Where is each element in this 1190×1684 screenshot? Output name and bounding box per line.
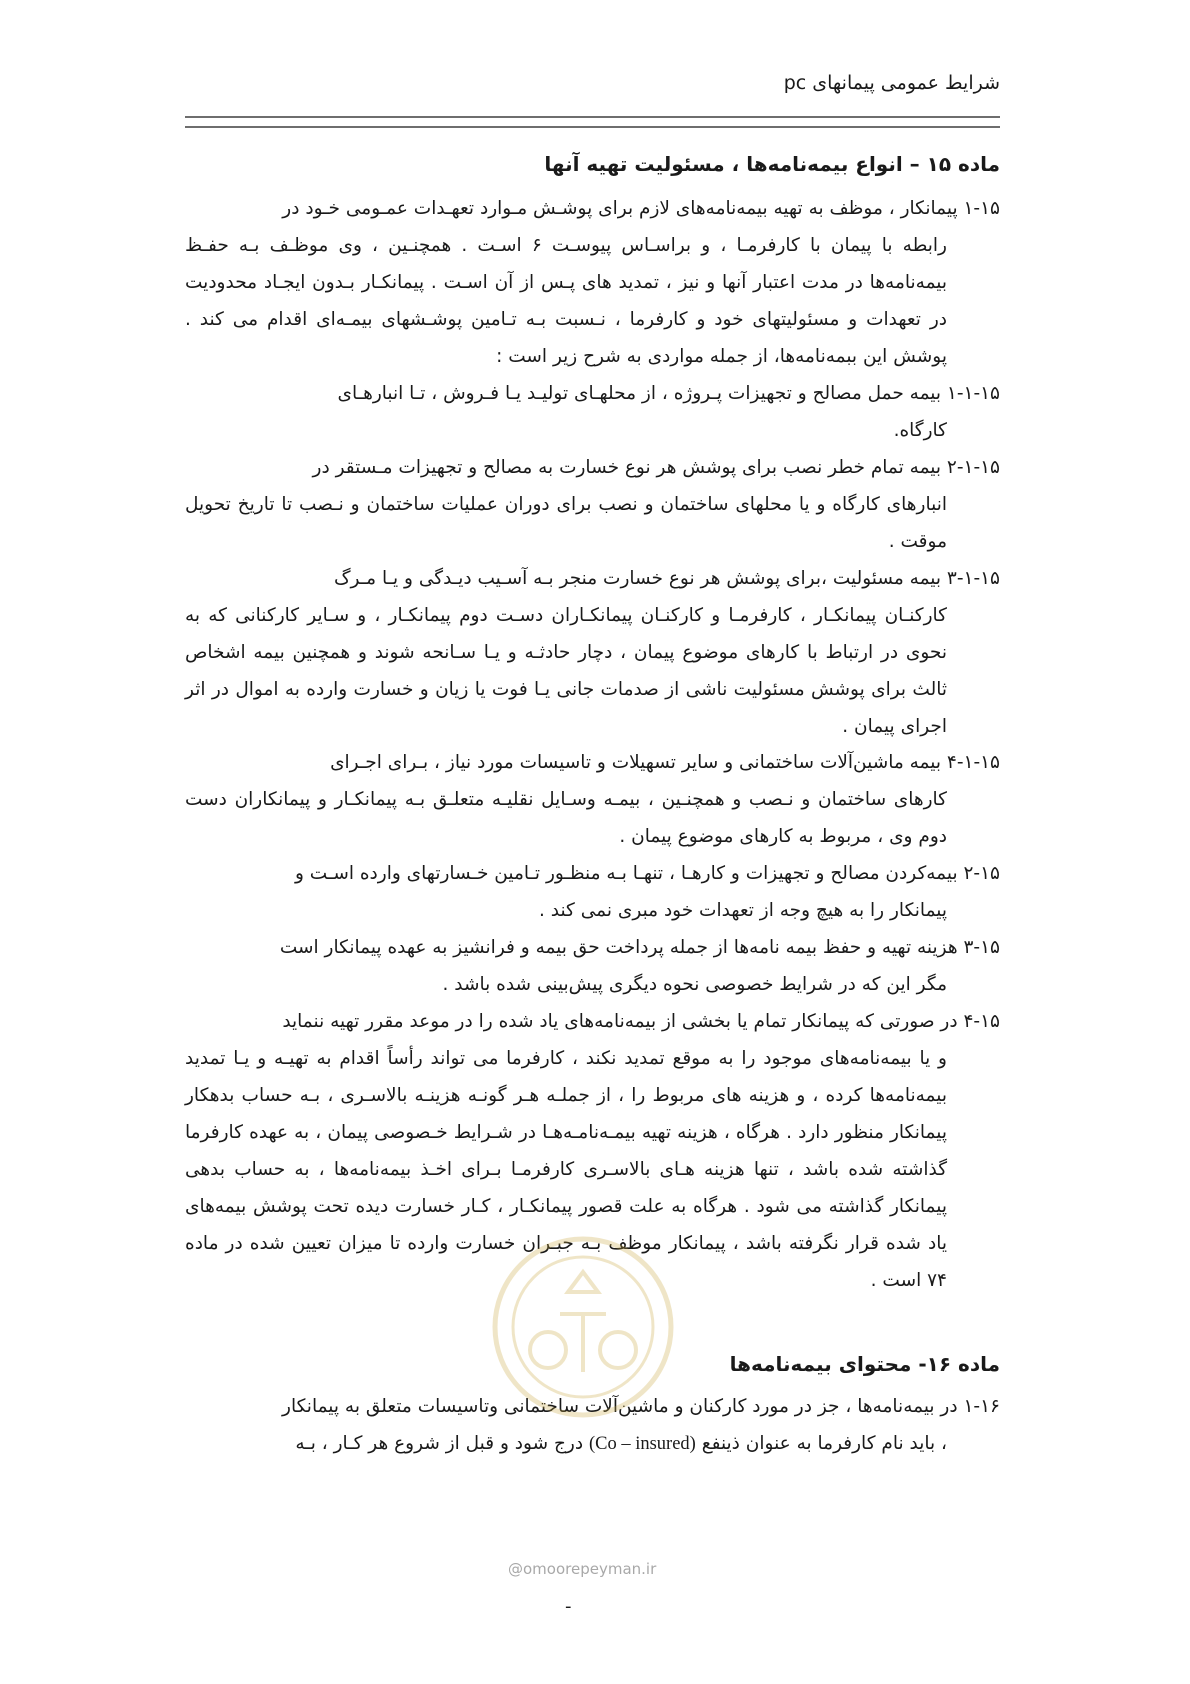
para-15-2 [185,855,1000,929]
article-16-title: ماده ۱۶- محتوای بیمه‌نامه‌ها [729,1352,1000,1376]
para-number: ۴-۱-۱۵ [946,752,1000,773]
para-text-first: بیمه تمام خطر نصب برای پوشش هر نوع خسارت به مصالح و تجهیزات مـستقر در [312,457,941,478]
para-text-rest-b: درج شود و قبل از شروع هر کـار ، بـه [295,1433,584,1454]
header-rule [185,116,1000,128]
para-number: ۲-۱۵ [963,863,1000,884]
running-header: شرایط عمومی پیمانهای pc [783,72,1000,94]
para-text-first: بیمه‌کردن مصالح و تجهیزات و کارهـا ، تنهـا بـه منظـور تـامین خـسارتهای وارده اسـت و [294,863,958,884]
para-text-rest: رابطه با پیمان با کارفرمـا ، و براسـاس پیوسـت ۶ اسـت . همچنـین ، وی موظـف بـه حفـظ بیمه‌نامه‌ها در مدت اعتبار آنها و نیز ، تمدید های پـس از آن اسـت . پیمانکـار بـدون ایجـاد محدودیت در تعهدات و مسئولیتهای خود و کارفرما ، نـسبت بـه تـامین پوشـشهای بیمـه‌ای اقدام می کند . پوشش این ببمه‌نامه‌ها، از جمله مواردی به شرح زیر است : [185,235,947,367]
para-number: ۴-۱۵ [963,1011,1000,1032]
para-number: ۱-۱۵ [963,198,1000,219]
para-number: ۱-۱-۱۵ [946,383,1000,404]
para-text-rest: کارکنـان پیمانکـار ، کارفرمـا و کارکنـان پیمانکـاران دسـت دوم پیمانکـار ، و سـایر کارکنانی که به نحوی در ارتباط با کارهای موضوع پیمان ، دچار حادثـه و یـا سـانحه شوند و همچنین بیمه اشخاص ثالث برای پوشش مسئولیت ناشی از صدمات جانی یـا فوت یا زیان و خسارت وارده به اموال در اثر اجرای پیمان . [185,605,947,737]
article-15-title: ماده ۱۵ – انواع بیمه‌نامه‌ها ، مسئولیت تهیه آنها [544,152,1000,176]
para-number: ۲-۱-۱۵ [946,457,1000,478]
para-text-rest: مگر این که در شرایط خصوصی نحوه دیگری پیش‌بینی شده باشد . [442,974,947,995]
para-text-first: بیمه حمل مصالح و تجهیزات پـروژه ، از محلهـای تولیـد یـا فـروش ، تـا انبارهـای [337,383,941,404]
para-text-rest-a: ، باید نام کارفرما به عنوان ذینفع [701,1433,947,1454]
para-text-rest: و یا بیمه‌نامه‌های موجود را به موقع تمدید نکند ، کارفرما می تواند رأساً اقدام به تهیـه و یـا تمدید بیمه‌نامه‌ها کرده ، و هزینه های مربوط را ، از جملـه هـر گونـه هزینـه بالاسـری ، بـه حساب بدهکار پیمانکار منظور دارد . هرگاه ، هزینه تهیه بیمـه‌نامـه‌هـا در شـرایط خـصوصی پیمان ، به عهده کارفرما گذاشته شده باشد ، تنها هزینه هـای بالاسـری کارفرمـا بـرای اخـذ بیمه‌نامه‌ها ، به حساب بدهی پیمانکار گذاشته می شود . هرگاه به علت قصور پیمانکـار ، کـار خسارت دیده تحت پوشش بیمه‌های یاد شده قرار نگرفته باشد ، پیمانکار موظف بـه جبـران خسارت وارده تا میزان تعیین شده در ماده ۷۴ است . [185,1048,947,1291]
para-15-1-3 [185,560,1000,745]
para-15-1-1 [185,375,1000,449]
para-number: ۱-۱۶ [963,1396,1000,1417]
para-text-first: هزینه تهیه و حفظ بیمه نامه‌ها از جمله پرداخت حق بیمه و فرانشیز به عهده پیمانکار است [279,937,958,958]
para-text-first: پیمانکار ، موظف به تهیه بیمه‌نامه‌های لازم برای پوشـش مـوارد تعهـدات عمـومی خـود در [282,198,958,219]
para-number: ۳-۱-۱۵ [946,568,1000,589]
page-number: - [565,1596,572,1617]
co-insured-term: (Co – insured) [588,1434,696,1454]
para-16-1 [185,1388,1000,1463]
para-text-first: بیمه مسئولیت ،برای پوشش هر نوع خسارت منجر بـه آسـیب دیـدگی و یـا مـرگ [333,568,941,589]
para-text-rest: پیمانکار را به هیچ وجه از تعهدات خود مبری نمی کند . [539,900,947,921]
para-text-first: بیمه ماشین‌آلات ساختمانی و سایر تسهیلات و تاسیسات مورد نیاز ، بـرای اجـرای [330,752,941,773]
para-15-3 [185,929,1000,1003]
para-15-4 [185,1003,1000,1299]
para-text-first: در بیمه‌نامه‌ها ، جز در مورد کارکنان و ماشین‌آلات ساختمانی وتاسیسات متعلق به پیمانکار [282,1396,958,1417]
para-text-first: در صورتی که پیمانکار تمام یا بخشی از بیمه‌نامه‌های یاد شده را در موعد مقرر تهیه ننماید [282,1011,958,1032]
para-text-rest [185,1425,1000,1463]
para-number: ۳-۱۵ [963,937,1000,958]
para-15-1-2 [185,449,1000,560]
watermark-site: @omoorepeyman.ir [508,1560,657,1578]
para-15-1 [185,190,1000,375]
para-text-rest: کارهای ساختمان و نـصب و همچنـین ، بیمـه وسـایل نقلیـه متعلـق بـه پیمانکـار و پیمانکاران دست دوم وی ، مربوط به کارهای موضوع پیمان . [185,789,947,847]
para-15-1-4 [185,744,1000,855]
para-text-rest: کارگاه. [893,420,947,441]
para-text-rest: انبارهای کارگاه و یا محلهای ساختمان و نصب برای دوران عملیات ساختمان و نـصب تا تاریخ تحویل موقت . [185,494,947,552]
